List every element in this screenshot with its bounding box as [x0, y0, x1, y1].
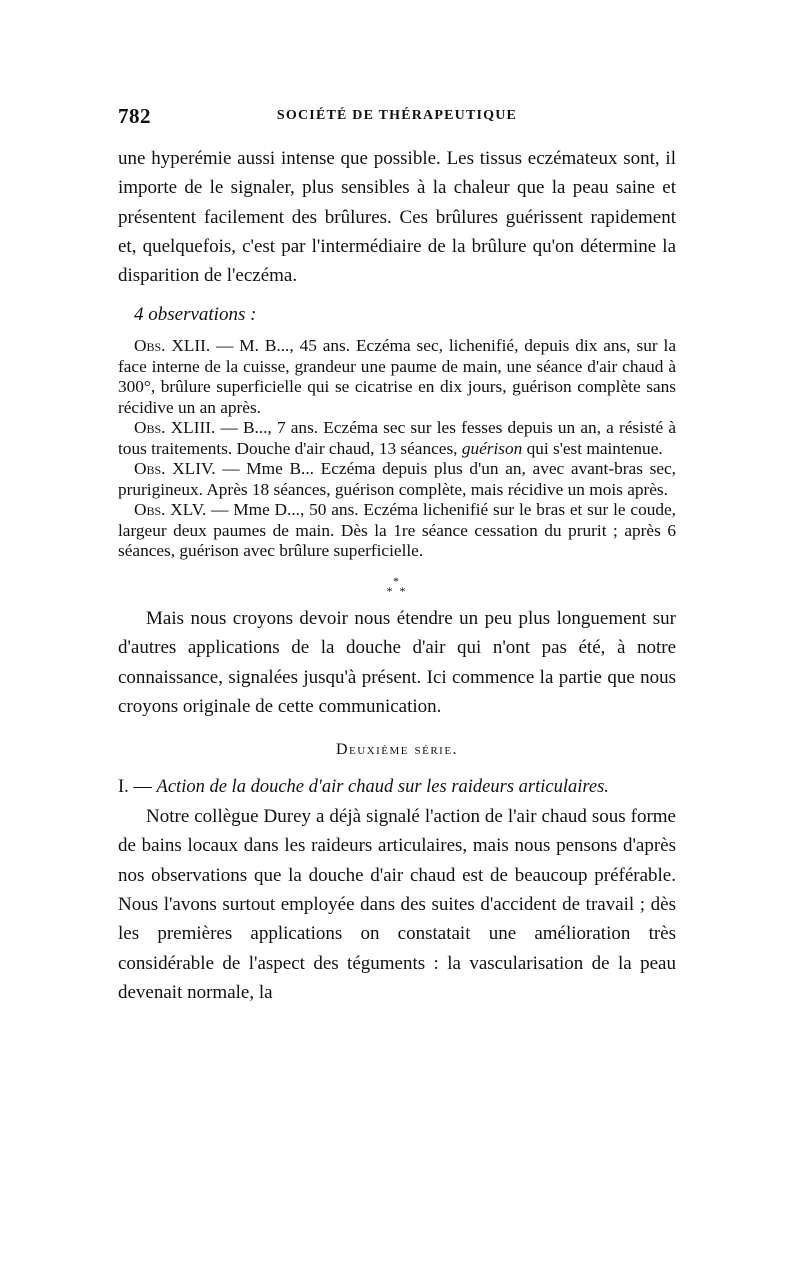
observation-label: Obs. XLII.: [134, 336, 211, 356]
paragraph-section-intro: Mais nous croyons devoir nous étendre un peu plus longuement sur d'autres applications de la douche d'air qui n'ont pas été, à notre connaissance, signalées jusqu'à présent. Ici commence la partie que nous croyons originale de cette communication.: [118, 607, 676, 717]
running-head: [118, 104, 676, 144]
paragraph-eczema-intro: une hyperémie aussi intense que possible. Les tissus eczémateux sont, il importe de le signaler, plus sensibles à la chaleur que la peau saine et présentent facilement des brûlures. Ces brûlures guérissent rapidement et, quelquefois, c'est par l'intermédiaire de la brûlure qu'on détermine la disparition de l'eczéma.: [118, 148, 676, 287]
observation-label: Obs. XLIII.: [134, 418, 216, 438]
journal-title: SOCIÉTÉ DE THÉRAPEUTIQUE: [276, 108, 518, 123]
series-title: Deuxième série.: [335, 741, 459, 759]
observation-45: [118, 500, 676, 562]
observation-text: — M. B..., 45 ans. Eczéma sec, lichenifié, depuis dix ans, sur la face interne de la cuisse, grandeur une paume de main, une séance d'air chaud à 300°, brûlure superficielle qui se cicatrise en dix jours, guérison complète sans récidive un an après.: [118, 336, 676, 417]
asterism: [118, 573, 676, 598]
observation-42: [118, 336, 676, 418]
observations-heading: 4 observations :: [134, 304, 257, 326]
paragraph-air-douche: Notre collègue Durey a déjà signalé l'action de l'air chaud sous forme de bains locaux dans les raideurs articulaires, mais nous pensons d'après nos observations que la douche d'air chaud est de beaucoup préférable. Nous l'avons surtout employée dans des suites d'accident de travail ; dès les premières applications on constatait une amélioration très considérable de l'aspect des téguments : la vascularisation de la peau devenait normale, la: [118, 806, 676, 1003]
observation-text-rest: qui s'est maintenue.: [522, 438, 663, 458]
observation-44: [118, 459, 676, 500]
page-number: 782: [118, 104, 151, 128]
asterism-bottom: * *: [386, 583, 408, 598]
page: [118, 104, 676, 1007]
observation-43: [118, 418, 676, 459]
observation-label: Obs. XLIV.: [134, 459, 216, 479]
observation-text: — B..., 7 ans. Eczéma sec sur les fesses depuis un an, a résisté à tous traitements. Douche d'air chaud, 13 séances,: [118, 418, 677, 458]
observation-italic: guérison: [461, 438, 523, 458]
observation-text: — Mme D..., 50 ans. Eczéma lichenifié sur le bras et sur le coude, largeur deux paumes de main. Dès la 1re séance cessation du prurit ; après 6 séances, guérison avec brûlure superficielle.: [118, 500, 676, 561]
subsection-number: I. —: [118, 777, 157, 798]
observation-text: — Mme B... Eczéma depuis plus d'un an, avec avant-bras sec, prurigineux. Après 18 séances, guérison complète, mais récidive un mois après.: [118, 459, 676, 499]
observation-label: Obs. XLV.: [134, 500, 207, 520]
asterism-top: *: [393, 573, 401, 588]
subsection-title: Action de la douche d'air chaud sur les raideurs articulaires.: [156, 777, 609, 798]
subsection-heading: [118, 773, 676, 802]
